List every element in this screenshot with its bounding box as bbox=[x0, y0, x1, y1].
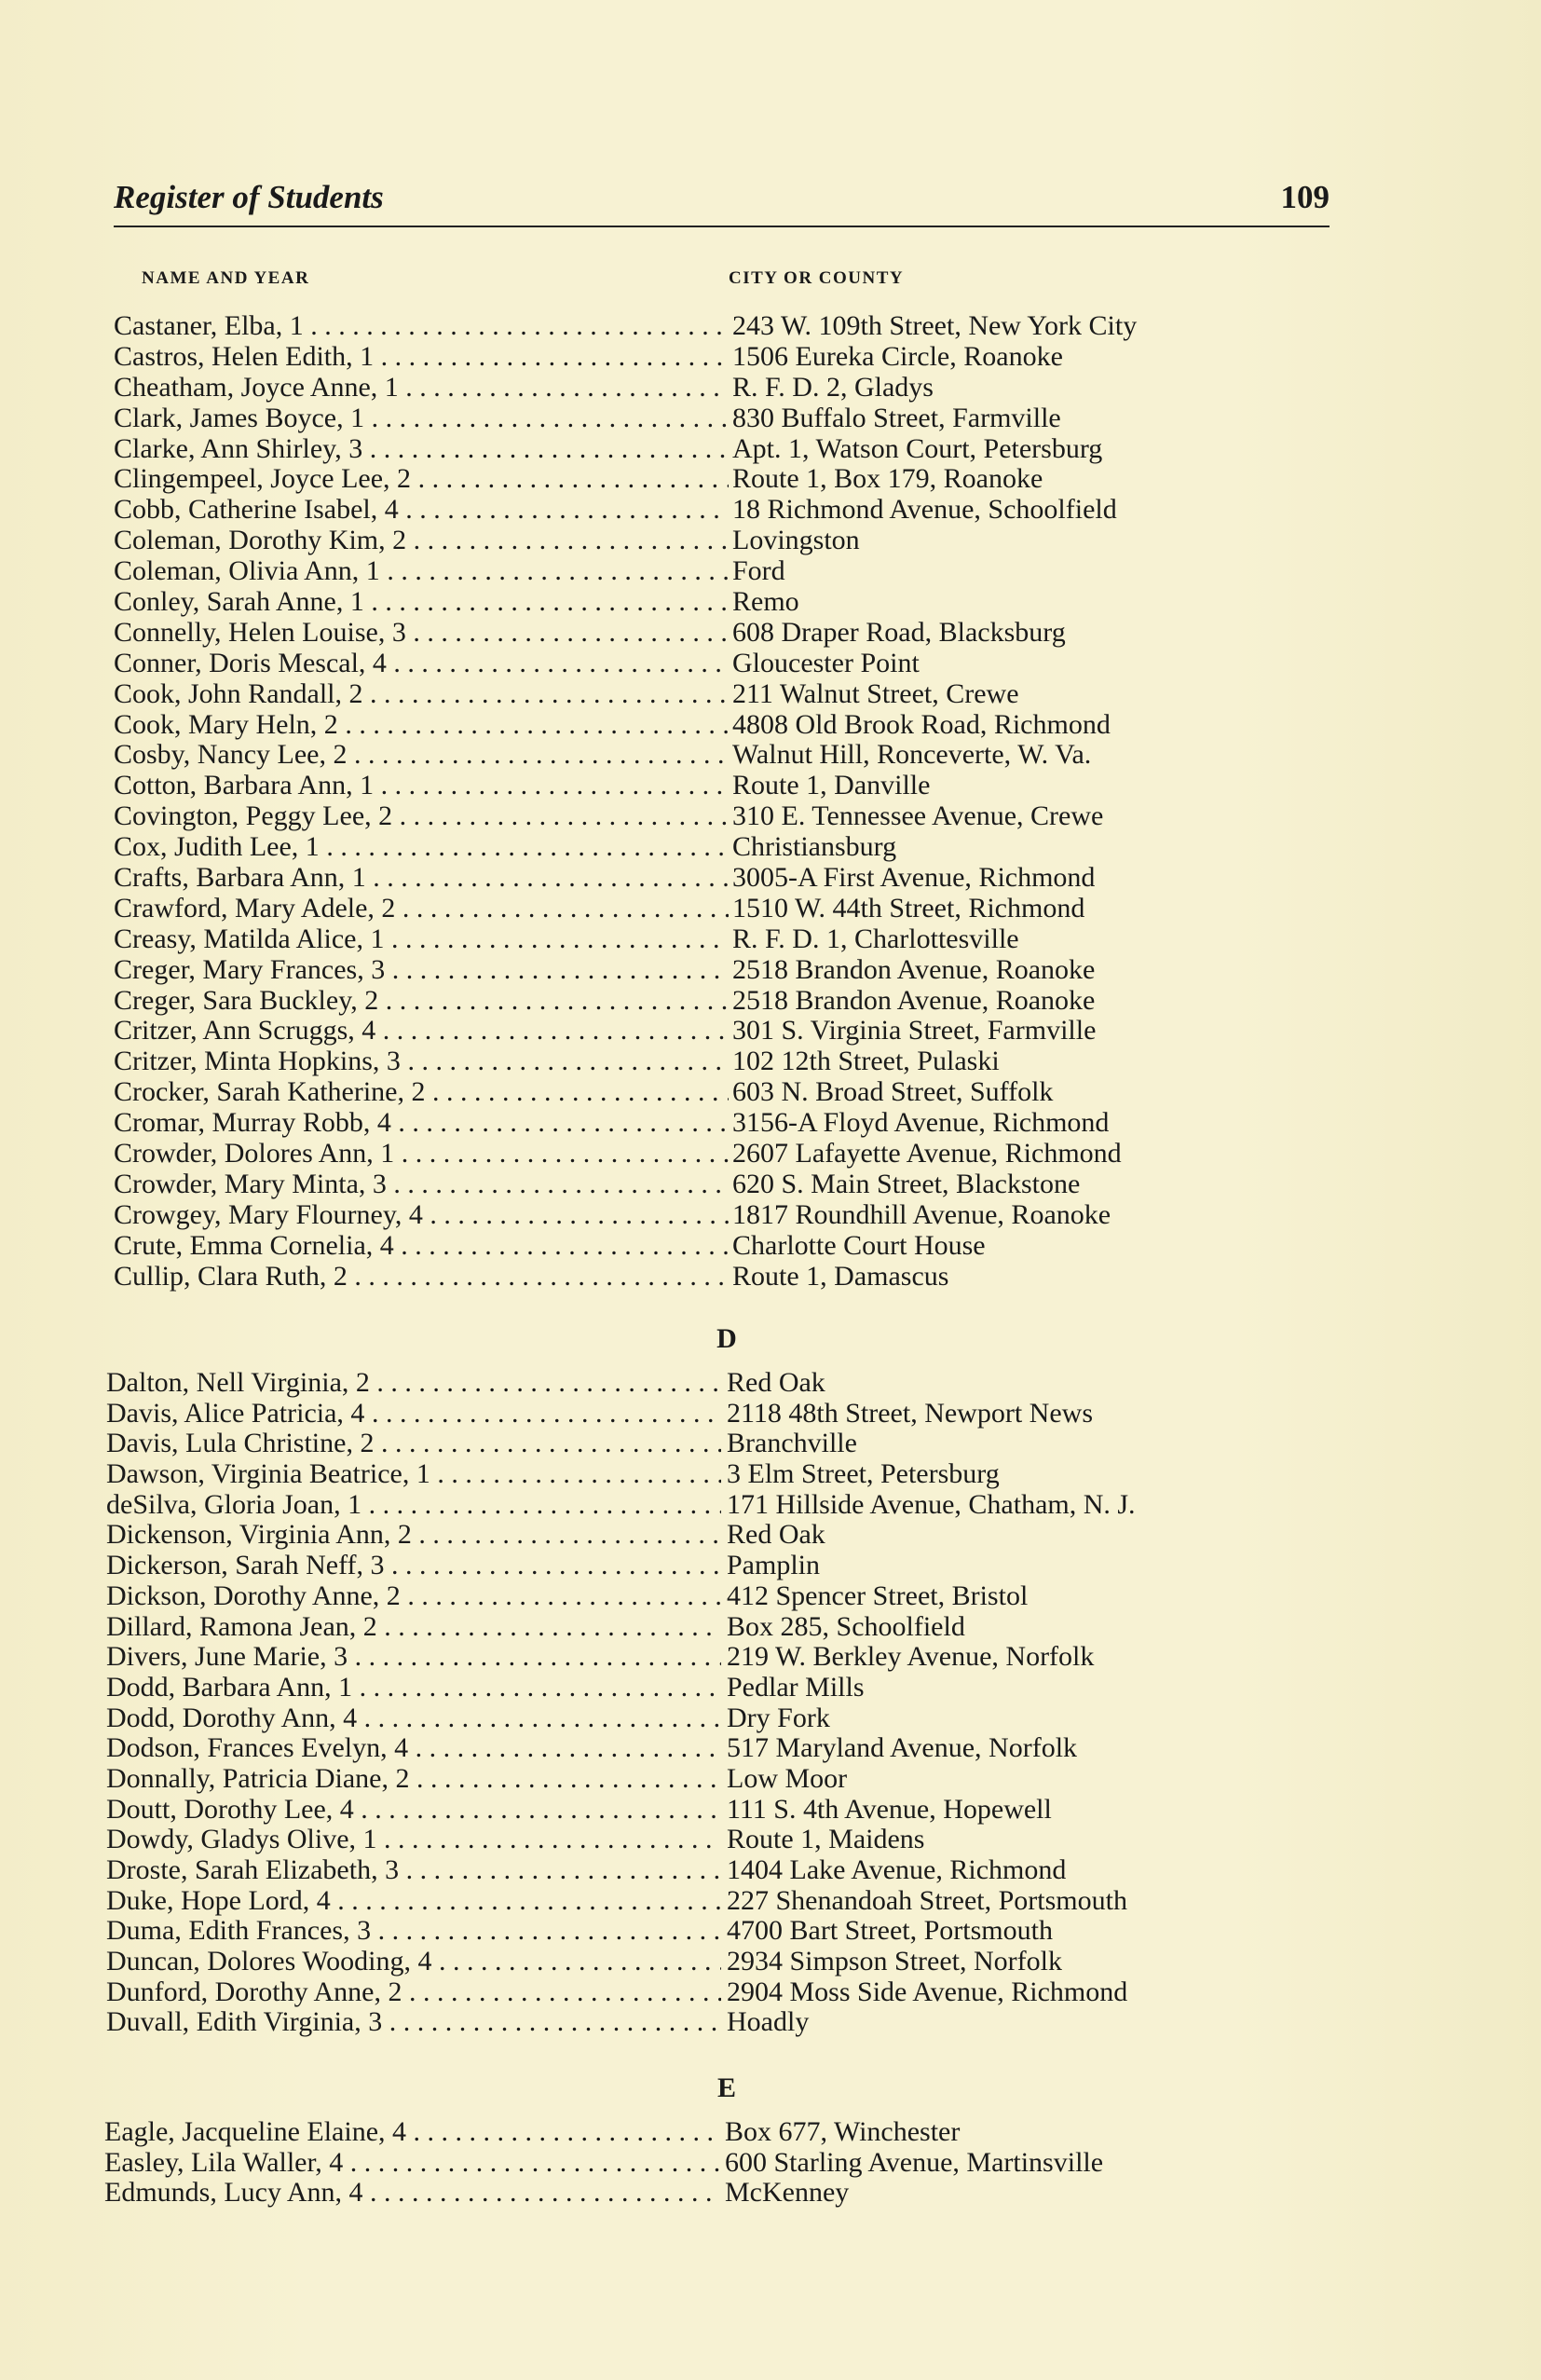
student-address: 620 S. Main Street, Blackstone bbox=[732, 1168, 1081, 1199]
student-name: Dodd, Dorothy Ann, 4 . . . bbox=[106, 1703, 721, 1734]
student-name: Critzer, Ann Scruggs, 4 . . . bbox=[114, 1016, 729, 1046]
student-name: Dowdy, Gladys Olive, 1 . . . bbox=[106, 1825, 721, 1855]
student-address: Hoadly bbox=[727, 2006, 810, 2038]
student-address: 2904 Moss Side Avenue, Richmond bbox=[727, 1976, 1128, 2007]
student-name: Crafts, Barbara Ann, 1 . . . bbox=[114, 863, 729, 894]
student-name: Cromar, Murray Robb, 4 . . . bbox=[114, 1108, 729, 1139]
student-name: Davis, Lula Christine, 2 . . . bbox=[106, 1429, 721, 1459]
student-name: Eagle, Jacqueline Elaine, 4 . . . bbox=[104, 2117, 719, 2148]
student-name: Crocker, Sarah Katherine, 2 . . . bbox=[114, 1077, 729, 1108]
student-address: Remo bbox=[732, 586, 799, 618]
student-address: 3 Elm Street, Petersburg bbox=[727, 1458, 1000, 1490]
student-name: Critzer, Minta Hopkins, 3 . . . bbox=[114, 1046, 729, 1077]
student-name: Divers, June Marie, 3 . . . bbox=[106, 1642, 721, 1673]
student-address: Branchville bbox=[727, 1428, 857, 1459]
student-name: Easley, Lila Waller, 4 . . . bbox=[104, 2148, 719, 2179]
student-name: Creger, Sara Buckley, 2 . . . bbox=[114, 986, 729, 1017]
student-name: Donnally, Patricia Diane, 2 . . . bbox=[106, 1764, 721, 1795]
student-address: Gloucester Point bbox=[732, 647, 920, 678]
student-name: Cook, Mary Heln, 2 . . . bbox=[114, 710, 729, 741]
student-address: 2518 Brandon Avenue, Roanoke bbox=[732, 953, 1096, 985]
student-name: Droste, Sarah Elizabeth, 3 . . . bbox=[106, 1855, 721, 1886]
student-name: Duke, Hope Lord, 4 . . . bbox=[106, 1886, 721, 1917]
student-address: Route 1, Damascus bbox=[732, 1260, 949, 1292]
student-name: Cullip, Clara Ruth, 2 . . . bbox=[114, 1262, 729, 1293]
student-name: Cook, John Randall, 2 . . . bbox=[114, 679, 729, 710]
student-address: Route 1, Box 179, Roanoke bbox=[732, 463, 1043, 495]
student-address: 517 Maryland Avenue, Norfolk bbox=[727, 1732, 1078, 1764]
student-address: 608 Draper Road, Blacksburg bbox=[732, 616, 1066, 648]
student-name: Conner, Doris Mescal, 4 . . . bbox=[114, 649, 729, 679]
student-name: Doutt, Dorothy Lee, 4 . . . bbox=[106, 1795, 721, 1826]
student-address: 219 W. Berkley Avenue, Norfolk bbox=[727, 1641, 1095, 1673]
student-address: 211 Walnut Street, Crewe bbox=[732, 677, 1019, 709]
student-name: Dunford, Dorothy Anne, 2 . . . bbox=[106, 1977, 721, 2008]
student-name: Edmunds, Lucy Ann, 4 . . . bbox=[104, 2178, 719, 2209]
student-address: 3005-A First Avenue, Richmond bbox=[732, 862, 1096, 894]
student-name: Crowder, Mary Minta, 3 . . . bbox=[114, 1169, 729, 1200]
student-address: 18 Richmond Avenue, Schoolfield bbox=[732, 494, 1117, 526]
student-address: Dry Fork bbox=[727, 1702, 830, 1733]
student-name: Clark, James Boyce, 1 . . . bbox=[114, 404, 729, 434]
student-address: Red Oak bbox=[727, 1367, 825, 1398]
student-address: 1817 Roundhill Avenue, Roanoke bbox=[732, 1198, 1111, 1230]
section-letter: D bbox=[716, 1323, 737, 1354]
student-name: Dickson, Dorothy Anne, 2 . . . bbox=[106, 1581, 721, 1612]
student-address: Ford bbox=[732, 555, 785, 587]
student-address: 1510 W. 44th Street, Richmond bbox=[732, 892, 1085, 923]
student-address: Lovingston bbox=[732, 525, 860, 556]
student-name: Coleman, Olivia Ann, 1 . . . bbox=[114, 556, 729, 587]
student-name: Crawford, Mary Adele, 2 . . . bbox=[114, 894, 729, 924]
section-letter: E bbox=[716, 2072, 736, 2103]
student-name: Duma, Edith Frances, 3 . . . bbox=[106, 1916, 721, 1947]
page-header bbox=[114, 177, 1330, 227]
student-address: 227 Shenandoah Street, Portsmouth bbox=[727, 1884, 1127, 1916]
student-name: Dawson, Virginia Beatrice, 1 . . . bbox=[106, 1459, 721, 1490]
student-address: 2934 Simpson Street, Norfolk bbox=[727, 1946, 1062, 1977]
student-name: Cox, Judith Lee, 1 . . . bbox=[114, 832, 729, 863]
student-name: deSilva, Gloria Joan, 1 . . . bbox=[106, 1490, 721, 1521]
student-address: 243 W. 109th Street, New York City bbox=[732, 310, 1138, 341]
student-address: 111 S. 4th Avenue, Hopewell bbox=[727, 1793, 1052, 1825]
student-name: Clingempeel, Joyce Lee, 2 . . . bbox=[114, 464, 729, 495]
student-name: Creger, Mary Frances, 3 . . . bbox=[114, 955, 729, 986]
student-name: Cotton, Barbara Ann, 1 . . . bbox=[114, 771, 729, 801]
student-address: 3156-A Floyd Avenue, Richmond bbox=[732, 1107, 1110, 1139]
student-address: R. F. D. 1, Charlottesville bbox=[732, 923, 1019, 954]
student-address: 102 12th Street, Pulaski bbox=[732, 1046, 1000, 1077]
student-address: 2518 Brandon Avenue, Roanoke bbox=[732, 984, 1096, 1016]
student-name: Clarke, Ann Shirley, 3 . . . bbox=[114, 434, 729, 465]
student-address: R. F. D. 2, Gladys bbox=[732, 371, 934, 403]
student-address: 600 Starling Avenue, Martinsville bbox=[725, 2146, 1104, 2178]
student-address: Charlotte Court House bbox=[732, 1229, 986, 1261]
student-name: Covington, Peggy Lee, 2 . . . bbox=[114, 801, 729, 832]
student-name: Creasy, Matilda Alice, 1 . . . bbox=[114, 924, 729, 955]
student-name: Connelly, Helen Louise, 3 . . . bbox=[114, 618, 729, 649]
student-address: Pamplin bbox=[727, 1550, 821, 1581]
student-address: Red Oak bbox=[727, 1519, 825, 1551]
student-name: Dalton, Nell Virginia, 2 . . . bbox=[106, 1368, 721, 1399]
student-address: Walnut Hill, Ronceverte, W. Va. bbox=[732, 739, 1092, 771]
student-address: 4808 Old Brook Road, Richmond bbox=[732, 708, 1111, 740]
student-name: Crowder, Dolores Ann, 1 . . . bbox=[114, 1139, 729, 1169]
student-name: Coleman, Dorothy Kim, 2 . . . bbox=[114, 526, 729, 556]
student-name: Davis, Alice Patricia, 4 . . . bbox=[106, 1399, 721, 1429]
student-address: Box 677, Winchester bbox=[725, 2116, 961, 2147]
student-name: Dickerson, Sarah Neff, 3 . . . bbox=[106, 1551, 721, 1581]
student-address: 171 Hillside Avenue, Chatham, N. J. bbox=[727, 1488, 1136, 1520]
student-address: Route 1, Maidens bbox=[727, 1824, 925, 1855]
student-name: Dodd, Barbara Ann, 1 . . . bbox=[106, 1673, 721, 1703]
student-address: 2118 48th Street, Newport News bbox=[727, 1397, 1093, 1429]
student-name: Cobb, Catherine Isabel, 4 . . . bbox=[114, 495, 729, 526]
student-address: 603 N. Broad Street, Suffolk bbox=[732, 1076, 1054, 1108]
student-address: Low Moor bbox=[727, 1762, 848, 1794]
student-name: Castros, Helen Edith, 1 . . . bbox=[114, 342, 729, 373]
running-title: Register of Students bbox=[114, 179, 384, 215]
student-name: Dickenson, Virginia Ann, 2 . . . bbox=[106, 1520, 721, 1551]
student-name: Crowgey, Mary Flourney, 4 . . . bbox=[114, 1200, 729, 1231]
student-address: Apt. 1, Watson Court, Petersburg bbox=[732, 432, 1103, 464]
student-address: 2607 Lafayette Avenue, Richmond bbox=[732, 1138, 1122, 1169]
student-name: Dillard, Ramona Jean, 2 . . . bbox=[106, 1612, 721, 1643]
student-address: Pedlar Mills bbox=[727, 1671, 865, 1703]
student-name: Castaner, Elba, 1 . . . bbox=[114, 311, 729, 342]
student-name: Duvall, Edith Virginia, 3 . . . bbox=[106, 2007, 721, 2038]
student-address: 1404 Lake Avenue, Richmond bbox=[727, 1854, 1067, 1885]
page-number: 109 bbox=[1280, 179, 1330, 215]
student-address: Route 1, Danville bbox=[732, 770, 931, 801]
city-column-header: CITY OR COUNTY bbox=[729, 268, 905, 288]
student-address: 301 S. Virginia Street, Farmville bbox=[732, 1015, 1097, 1046]
student-name: Conley, Sarah Anne, 1 . . . bbox=[114, 587, 729, 618]
student-address: 1506 Eureka Circle, Roanoke bbox=[732, 340, 1063, 372]
name-column-header: NAME AND YEAR bbox=[142, 268, 310, 288]
student-address: 412 Spencer Street, Bristol bbox=[727, 1580, 1029, 1611]
student-address: McKenney bbox=[725, 2177, 850, 2209]
student-name: Cheatham, Joyce Anne, 1 . . . bbox=[114, 373, 729, 404]
student-address: Christiansburg bbox=[732, 831, 897, 863]
student-name: Cosby, Nancy Lee, 2 . . . bbox=[114, 740, 729, 771]
student-name: Dodson, Frances Evelyn, 4 . . . bbox=[106, 1733, 721, 1764]
student-name: Duncan, Dolores Wooding, 4 . . . bbox=[106, 1947, 721, 1977]
student-address: 830 Buffalo Street, Farmville bbox=[732, 402, 1061, 433]
student-address: 310 E. Tennessee Avenue, Crewe bbox=[732, 800, 1104, 832]
student-address: 4700 Bart Street, Portsmouth bbox=[727, 1915, 1053, 1947]
student-address: Box 285, Schoolfield bbox=[727, 1610, 965, 1642]
student-name: Crute, Emma Cornelia, 4 . . . bbox=[114, 1231, 729, 1262]
